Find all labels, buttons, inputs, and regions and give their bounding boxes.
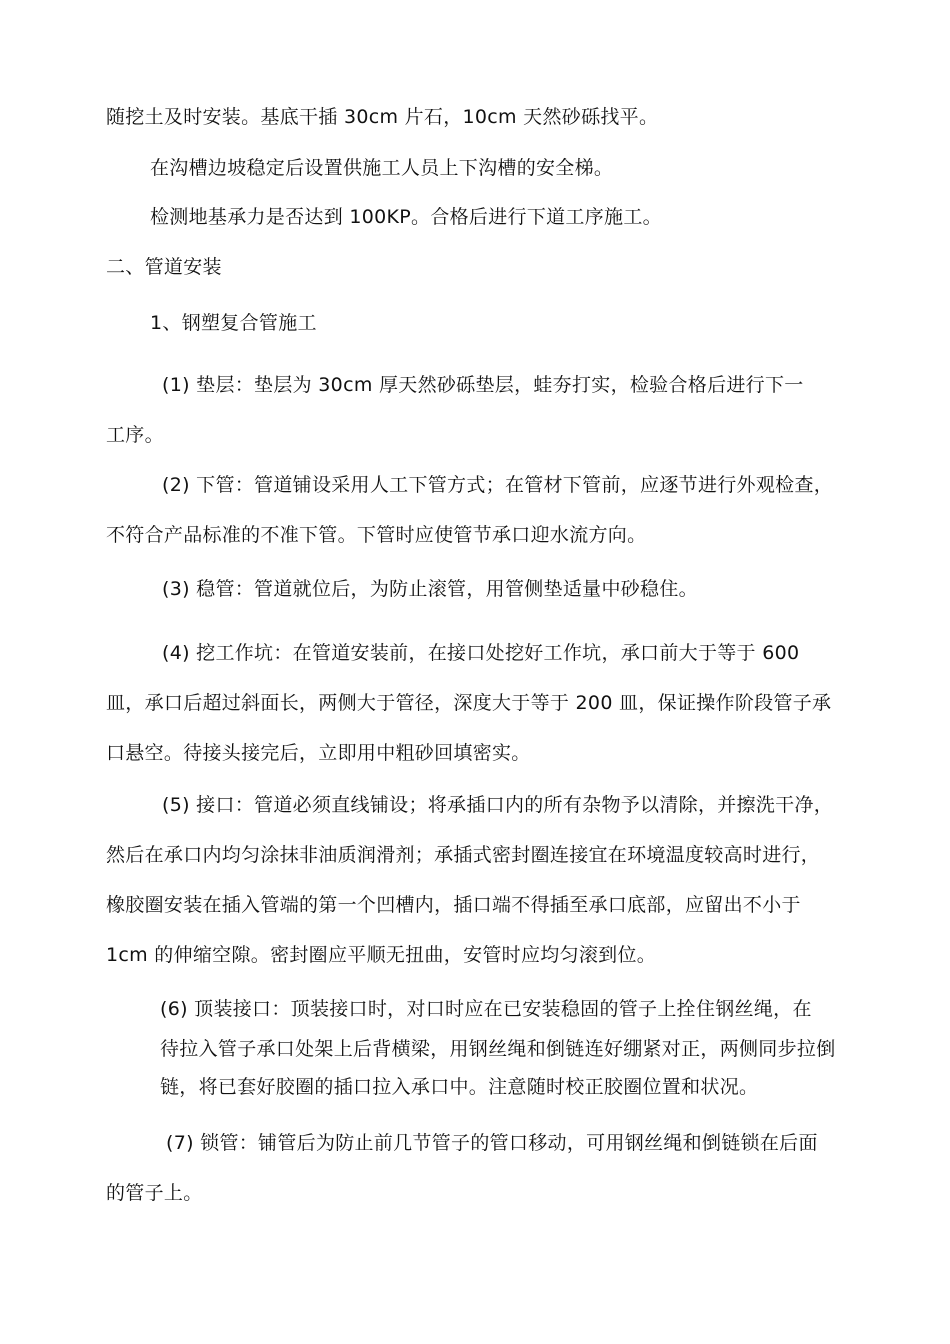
paragraph-line: (5) 接口：管道必须直线铺设；将承插口内的所有杂物予以清除，并擦洗干净， [162,794,834,816]
paragraph-line: 的管子上。 [106,1182,203,1204]
paragraph-line: 链，将已套好胶圈的插口拉入承口中。注意随时校正胶圈位置和状况。 [160,1076,759,1098]
paragraph-line: (3) 稳管：管道就位后，为防止滚管，用管侧垫适量中砂稳住。 [162,578,698,600]
paragraph-line: (4) 挖工作坑：在管道安装前，在接口处挖好工作坑，承口前大于等于 600 [162,642,800,664]
paragraph-line: 橡胶圈安装在插入管端的第一个凹槽内，插口端不得插至承口底部，应留出不小于 [106,894,801,916]
paragraph-line: (1) 垫层：垫层为 30cm 厚天然砂砾垫层，蛙夯打实，检验合格后进行下一 [162,374,804,396]
paragraph-line: 1cm 的伸缩空隙。密封圈应平顺无扭曲，安管时应均匀滚到位。 [106,944,657,966]
paragraph-line: 待拉入管子承口处架上后背横梁，用钢丝绳和倒链连好绷紧对正，两侧同步拉倒 [160,1038,836,1060]
paragraph-line: (6) 顶装接口：顶装接口时，对口时应在已安装稳固的管子上拴住钢丝绳，在 [160,998,812,1020]
section-heading: 二、管道安装 [106,256,222,278]
paragraph-line: 在沟槽边坡稳定后设置供施工人员上下沟槽的安全梯。 [150,157,614,179]
paragraph-line: 皿，承口后超过斜面长，两侧大于管径，深度大于等于 200 皿，保证操作阶段管子承 [106,692,832,714]
paragraph-line: 检测地基承力是否达到 100KP。合格后进行下道工序施工。 [150,206,662,228]
paragraph-line: 口悬空。待接头接完后，立即用中粗砂回填密实。 [106,742,531,764]
paragraph-line: 不符合产品标准的不准下管。下管时应使管节承口迎水流方向。 [106,524,647,546]
subsection-heading: 1、钢塑复合管施工 [150,312,317,334]
paragraph-line: 工序。 [106,424,164,446]
paragraph-line: (7) 锁管：铺管后为防止前几节管子的管口移动，可用钢丝绳和倒链锁在后面 [166,1132,818,1154]
paragraph-line: 随挖土及时安装。基底干插 30cm 片石，10cm 天然砂砾找平。 [106,106,659,128]
paragraph-line: 然后在承口内均匀涂抹非油质润滑剂；承插式密封圈连接宜在环境温度较高时进行， [106,844,821,866]
paragraph-line: (2) 下管：管道铺设采用人工下管方式；在管材下管前，应逐节进行外观检查， [162,474,834,496]
